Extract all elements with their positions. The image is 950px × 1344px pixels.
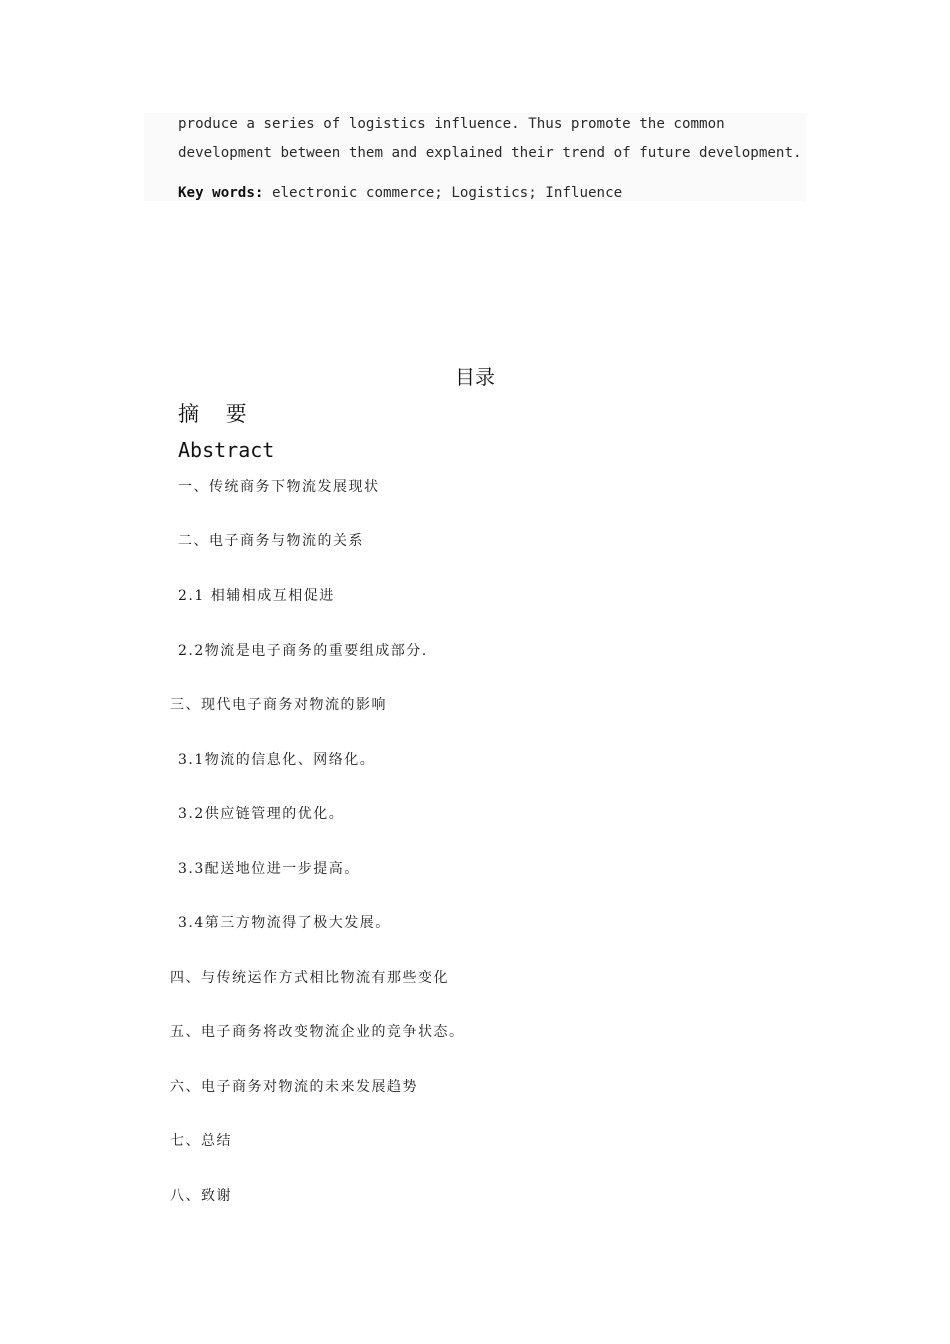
toc-entry-1[interactable]: 一、传统商务下物流发展现状 — [178, 479, 380, 495]
toc-entry-2-2[interactable]: 2.2物流是电子商务的重要组成部分. — [178, 643, 428, 659]
toc-entry-4[interactable]: 四、与传统运作方式相比物流有那些变化 — [170, 970, 449, 986]
keywords-label: Key words: — [178, 185, 264, 201]
toc-entry-7[interactable]: 七、总结 — [170, 1133, 232, 1149]
toc-title: 目录 — [455, 365, 495, 389]
toc-entry-3-4[interactable]: 3.4第三方物流得了极大发展。 — [178, 915, 391, 931]
toc-entry-abstract[interactable]: Abstract — [178, 438, 275, 462]
abstract-line-2: development between them and explained their trend of future development. — [178, 145, 802, 161]
toc-entry-3-1[interactable]: 3.1物流的信息化、网络化。 — [178, 752, 376, 768]
toc-entry-2-1[interactable]: 2.1 相辅相成互相促进 — [178, 588, 335, 604]
english-abstract-continuation — [144, 113, 806, 201]
keywords-line — [178, 185, 622, 201]
toc-entry-zhaiyao[interactable]: 摘 要 — [178, 402, 257, 426]
toc-entry-3-3[interactable]: 3.3配送地位进一步提高。 — [178, 861, 360, 877]
toc-entry-3-2[interactable]: 3.2供应链管理的优化。 — [178, 806, 345, 822]
toc-entry-3[interactable]: 三、现代电子商务对物流的影响 — [170, 697, 387, 713]
toc-entry-6[interactable]: 六、电子商务对物流的未来发展趋势 — [170, 1079, 418, 1095]
toc-entry-2[interactable]: 二、电子商务与物流的关系 — [178, 533, 364, 549]
toc-entry-8[interactable]: 八、致谢 — [170, 1188, 232, 1204]
abstract-line-1: produce a series of logistics influence. Thus promote the common — [178, 116, 725, 132]
toc-entry-5[interactable]: 五、电子商务将改变物流企业的竞争状态。 — [170, 1024, 465, 1040]
keywords-text: electronic commerce; Logistics; Influence — [263, 185, 623, 201]
